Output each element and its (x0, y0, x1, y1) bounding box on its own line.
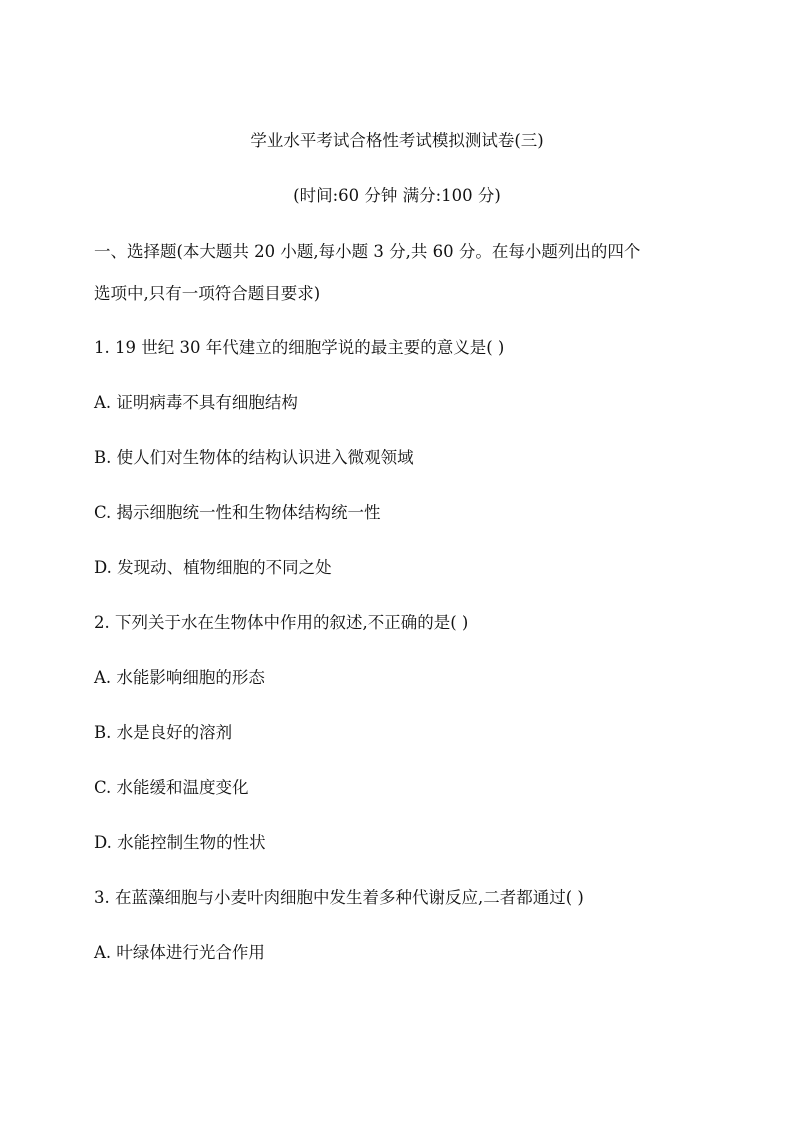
question-1-option-d: D. 发现动、植物细胞的不同之处 (94, 558, 332, 577)
question-3-stem: 3. 在蓝藻细胞与小麦叶肉细胞中发生着多种代谢反应,二者都通过( ) (94, 888, 584, 907)
section-heading-line1: 一、选择题(本大题共 20 小题,每小题 3 分,共 60 分。在每小题列出的四个 (94, 242, 641, 261)
exam-info: (时间:60 分钟 满分:100 分) (293, 186, 501, 205)
question-3-option-a: A. 叶绿体进行光合作用 (94, 943, 265, 962)
question-2-stem: 2. 下列关于水在生物体中作用的叙述,不正确的是( ) (94, 613, 469, 632)
question-2-option-b: B. 水是良好的溶剂 (94, 723, 233, 742)
question-1-option-b: B. 使人们对生物体的结构认识进入微观领域 (94, 448, 414, 467)
question-2-option-d: D. 水能控制生物的性状 (94, 833, 266, 852)
page-title: 学业水平考试合格性考试模拟测试卷(三) (250, 131, 544, 150)
section-heading-line2: 选项中,只有一项符合题目要求) (94, 284, 321, 303)
question-2-option-c: C. 水能缓和温度变化 (94, 778, 249, 797)
question-1-option-c: C. 揭示细胞统一性和生物体结构统一性 (94, 503, 381, 522)
question-2-option-a: A. 水能影响细胞的形态 (94, 668, 265, 687)
question-1-stem: 1. 19 世纪 30 年代建立的细胞学说的最主要的意义是( ) (94, 338, 505, 357)
question-1-option-a: A. 证明病毒不具有细胞结构 (94, 393, 298, 412)
